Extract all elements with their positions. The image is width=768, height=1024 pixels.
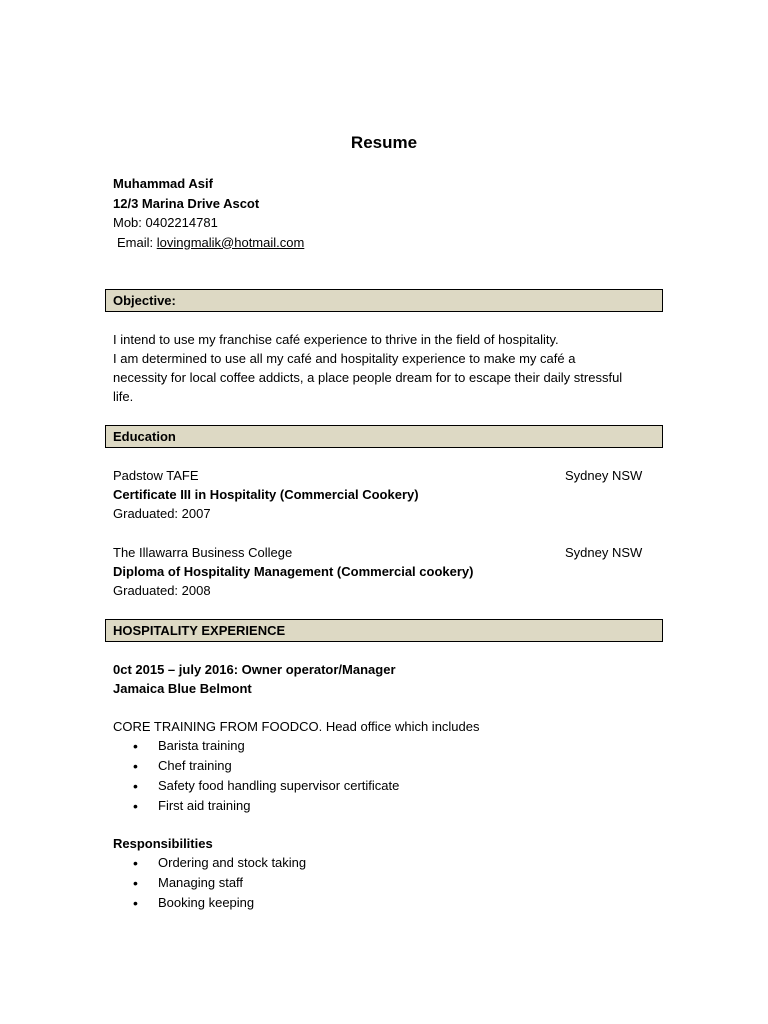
objective-heading: Objective: [105,289,663,312]
bullet-icon: • [133,855,138,871]
training-block [113,717,480,816]
experience-employer: Jamaica Blue Belmont [113,681,252,696]
objective-line: I am determined to use all my café and hospitality experience to make my café a [113,351,576,366]
bullet-icon: • [133,738,138,754]
education-qualification: Certificate III in Hospitality (Commercial Cookery) [113,487,419,502]
responsibilities-list [113,853,306,913]
education-location: Sydney NSW [565,545,643,560]
objective-line: necessity for local coffee addicts, a place people dream for to escape their daily stressful [113,370,623,385]
objective-line: life. [113,389,134,404]
bullet-icon: • [133,875,138,891]
email-label: Email: [117,234,157,250]
education-institution: Padstow TAFE [113,468,199,483]
education-institution: The Illawarra Business College [113,545,293,560]
responsibilities-block [113,834,306,913]
objective-line: I intend to use my franchise café experience to thrive in the field of hospitality. [113,332,559,347]
bullet-icon: • [133,778,138,794]
experience-period-role: 0ct 2015 – july 2016: Owner operator/Manager [113,662,396,677]
applicant-email-line [113,233,304,253]
experience-heading: HOSPITALITY EXPERIENCE [105,619,663,642]
education-graduated: Graduated: 2007 [113,506,211,521]
education-entry [113,466,643,523]
applicant-mobile: Mob: 0402214781 [113,215,218,230]
applicant-address: 12/3 Marina Drive Ascot [113,195,260,211]
contact-block [113,174,304,252]
education-location: Sydney NSW [565,468,643,483]
applicant-name: Muhammad Asif [113,176,213,191]
bullet-icon: • [133,895,138,911]
education-entry [113,543,643,600]
education-graduated: Graduated: 2008 [113,583,211,598]
list-item: • Booking keeping [133,895,255,911]
list-item: • Safety food handling supervisor certificate [133,778,400,794]
training-list [113,736,480,816]
bullet-icon: • [133,798,138,814]
list-item: • First aid training [133,798,251,814]
list-item: • Managing staff [133,875,244,891]
responsibilities-heading: Responsibilities [113,836,213,851]
training-intro: CORE TRAINING FROM FOODCO. Head office which includes [113,719,480,734]
list-item: • Chef training [133,758,232,774]
page-title: Resume [350,133,418,152]
education-qualification: Diploma of Hospitality Management (Commercial cookery) [113,564,474,579]
list-item: • Ordering and stock taking [133,855,307,871]
experience-role-block [113,660,396,698]
education-heading: Education [105,425,663,448]
bullet-icon: • [133,758,138,774]
email-link[interactable]: lovingmalik@hotmail.com [156,234,305,250]
objective-text [113,330,622,406]
list-item: • Barista training [133,738,245,754]
